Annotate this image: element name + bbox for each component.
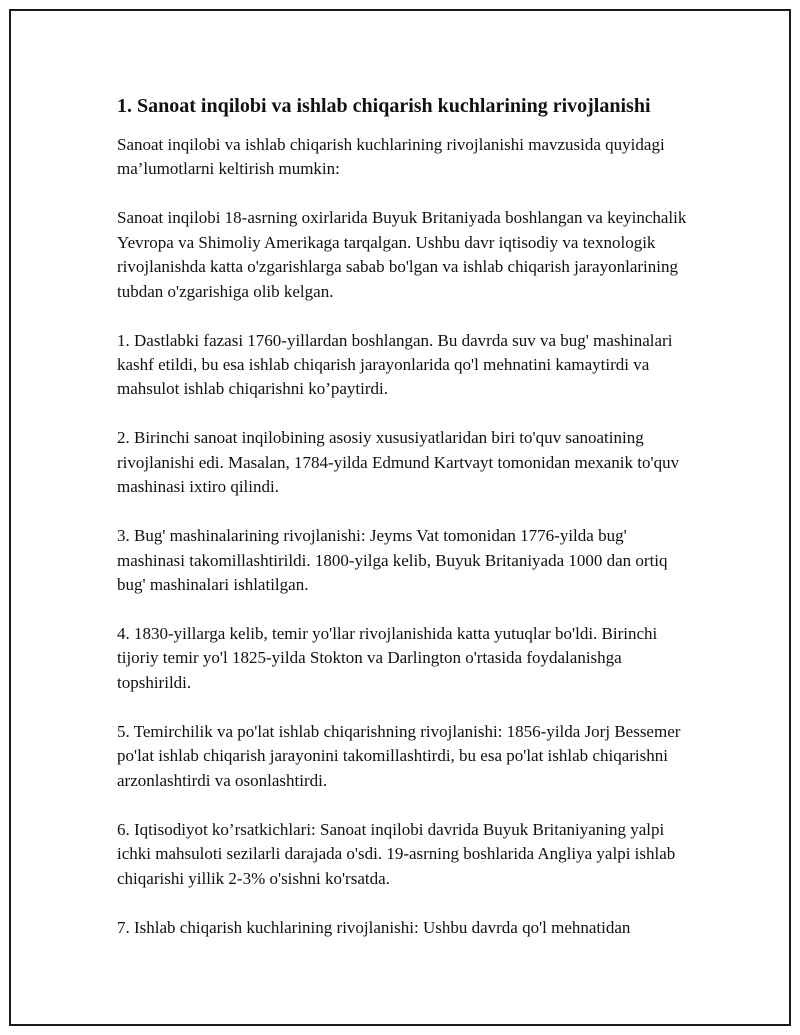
point-7-paragraph: 7. Ishlab chiqarish kuchlarining rivojlanishi: Ushbu davrda qo'l mehnatidan: [117, 917, 631, 937]
intro-paragraph: Sanoat inqilobi va ishlab chiqarish kuchlarining rivojlanishi mavzusida quyidagi ma’lumotlarni keltirish mumkin:: [117, 135, 665, 179]
point-1-paragraph: 1. Dastlabki fazasi 1760-yillardan boshlangan. Bu davrda suv va bug' mashinalari kashf etildi, bu esa ishlab chiqarish jarayonlarida qo'l mehnatini kamaytirdi va mahsulot ishlab chiqarishni ko’paytirdi.: [117, 330, 673, 399]
point-5-paragraph: 5. Temirchilik va po'lat ishlab chiqarishning rivojlanishi: 1856-yilda Jorj Bessemer po'lat ishlab chiqarish jarayonini takomillashtirdi, bu esa po'lat ishlab chiqarishni arzonlashtirdi va osonlashtirdi.: [117, 721, 681, 790]
point-2-paragraph: 2. Birinchi sanoat inqilobining asosiy xususiyatlaridan biri to'quv sanoatining rivojlanishi edi. Masalan, 1784-yilda Edmund Kartvayt tomonidan mexanik to'quv mashinasi ixtiro qilindi.: [117, 428, 680, 497]
point-4-paragraph: 4. 1830-yillarga kelib, temir yo'llar rivojlanishida katta yutuqlar bo'ldi. Birinchi tijoriy temir yo'l 1825-yilda Stokton va Darlington o'rtasida foydalanishga topshirildi.: [117, 624, 658, 692]
section-heading: 1. Sanoat inqilobi va ishlab chiqarish kuchlarining rivojlanishi: [117, 95, 651, 117]
point-3-paragraph: 3. Bug' mashinalarining rivojlanishi: Jeyms Vat tomonidan 1776-yilda bug' mashinasi takomillashtirildi. 1800-yilga kelib, Buyuk Britaniyada 1000 dan ortiq bug' mashinalari ishlatilgan.: [117, 526, 668, 595]
overview-paragraph: Sanoat inqilobi 18-asrning oxirlarida Buyuk Britaniyada boshlangan va keyinchalik Yevropa va Shimoliy Amerikaga tarqalgan. Ushbu davr iqtisodiy va texnologik rivojlanishda katta o'zgarishlarga sabab bo'lgan va ishlab chiqarish jarayonlarining tubdan o'zgarishiga olib kelgan.: [117, 208, 687, 301]
document-body: [117, 92, 692, 965]
point-6-paragraph: 6. Iqtisodiyot ko’rsatkichlari: Sanoat inqilobi davrida Buyuk Britaniyaning yalpi ichki mahsuloti sezilarli darajada o'sdi. 19-asrning boshlarida Angliya yalpi ishlab chiqarishi yillik 2-3% o'sishni ko'rsatda.: [117, 819, 676, 888]
